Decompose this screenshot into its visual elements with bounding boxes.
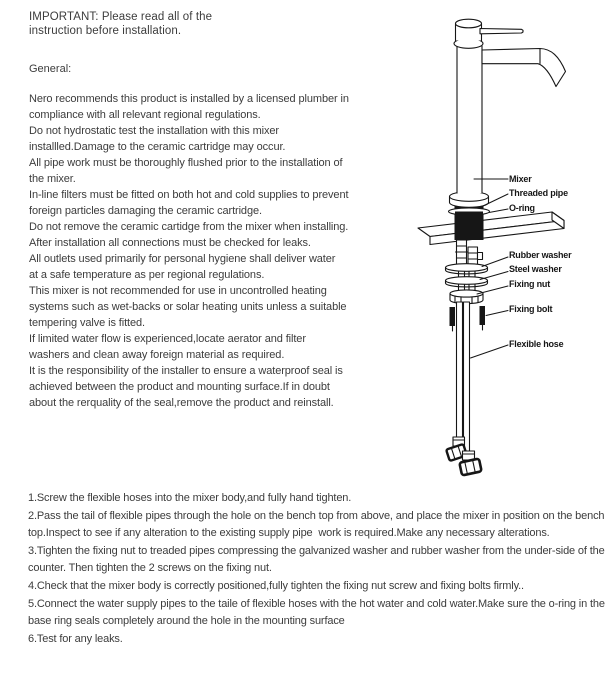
general-text-line: compliance with all relevant regional regulations. [29, 109, 261, 121]
general-text-line: Do not hydrostatic test the installation with this mixer [29, 125, 279, 137]
diagram-label-threaded-pipe: Threaded pipe [509, 188, 568, 198]
diagram-label-flexible-hose: Flexible hose [509, 339, 564, 349]
general-text-line: If limited water flow is experienced,locate aerator and filter [29, 333, 306, 345]
installation-step: 3.Tighten the fixing nut to treaded pipes compressing the galvanized washer and rubber washer from the under-side of the counter. Then tighten the 2 screws on the fixing nut. [28, 544, 608, 575]
mixer-body [457, 46, 482, 193]
general-text-line: about the rerquality of the seal,remove the product and reinstall. [29, 397, 334, 409]
flexible-hose-part [457, 302, 470, 451]
general-text-line: at a safe temperature as per regional regulations. [29, 269, 265, 281]
page-title-line: instruction before installation. [29, 25, 182, 37]
general-text-line: tempering valve is fitted. [29, 317, 146, 329]
general-text-line: All pipe work must be thoroughly flushed prior to the installation of [29, 157, 343, 169]
diagram-label-steel-washer: Steel washer [509, 264, 562, 274]
general-text-line: It is the responsibility of the installer to ensure a waterproof seal is [29, 365, 343, 377]
installation-step: 5.Connect the water supply pipes to the taile of flexible hoses with the hot water and cold water.Make sure the o-ring in the base ring seals completely around the hole in the mounting surface [28, 597, 608, 628]
diagram-label-mixer: Mixer [509, 174, 532, 184]
handle-cap [456, 19, 482, 41]
general-text-line: Do not remove the ceramic cartidge from the mixer when installing. [29, 221, 349, 233]
installation-step: 4.Check that the mixer body is correctly positioned,fully tighten the fixing nut screw and fixing bolts firmly.. [28, 579, 524, 592]
page-title-line: IMPORTANT: Please read all of the [29, 11, 213, 23]
general-text-line: achieved between the product and mounting surface.If in doubt [29, 381, 330, 393]
diagram-label-fixing-bolt: Fixing bolt [509, 304, 553, 314]
diagram-label-rubber-washer: Rubber washer [509, 250, 572, 260]
general-text-line: All outlets used primarily for personal hygiene shall deliver water [29, 253, 336, 265]
general-text-line: In-line filters must be fitted on both hot and cold supplies to prevent [29, 189, 349, 201]
general-text-line: the mixer. [29, 173, 76, 185]
general-text-line: installled.Damage to the ceramic cartridge may occur. [29, 141, 286, 153]
installation-step: 2.Pass the tail of flexible pipes through the hole on the bench top from above, and place the mixer in position on the bench top.Inspect to see if any alteration to the existing supply pipe work is required.Make any necessary alterations. [28, 509, 608, 540]
rubber-washer-part [446, 264, 488, 274]
handle-lever [480, 29, 523, 34]
general-text-line: After installation all connections must be checked for leaks. [29, 237, 311, 249]
installation-step: 1.Screw the flexible hoses into the mixer body,and fully hand tighten. [28, 492, 352, 504]
hose-tails [456, 240, 483, 266]
general-text-line: Nero recommends this product is installed by a licensed plumber in [29, 93, 349, 105]
mixer-base-flange [450, 192, 489, 208]
diagram-label-o-ring: O-ring [509, 203, 535, 213]
mixer-spout [482, 49, 566, 87]
bench-top [418, 212, 564, 245]
general-text-line: washers and clean away foreign material as required. [29, 349, 285, 361]
general-text-line: systems such as wet-backs or solar heating units unless a suitable [29, 301, 347, 313]
general-text-line: foreign particles damaging the ceramic cartridge. [29, 205, 262, 217]
general-section-label: General: [29, 63, 72, 75]
installation-step: 6.Test for any leaks. [28, 632, 123, 645]
diagram-label-fixing-nut: Fixing nut [509, 279, 550, 289]
steel-washer-part [446, 277, 488, 287]
general-text-line: This mixer is not recommended for use in uncontrolled heating [29, 285, 327, 297]
hose-fitting-right [459, 451, 481, 475]
